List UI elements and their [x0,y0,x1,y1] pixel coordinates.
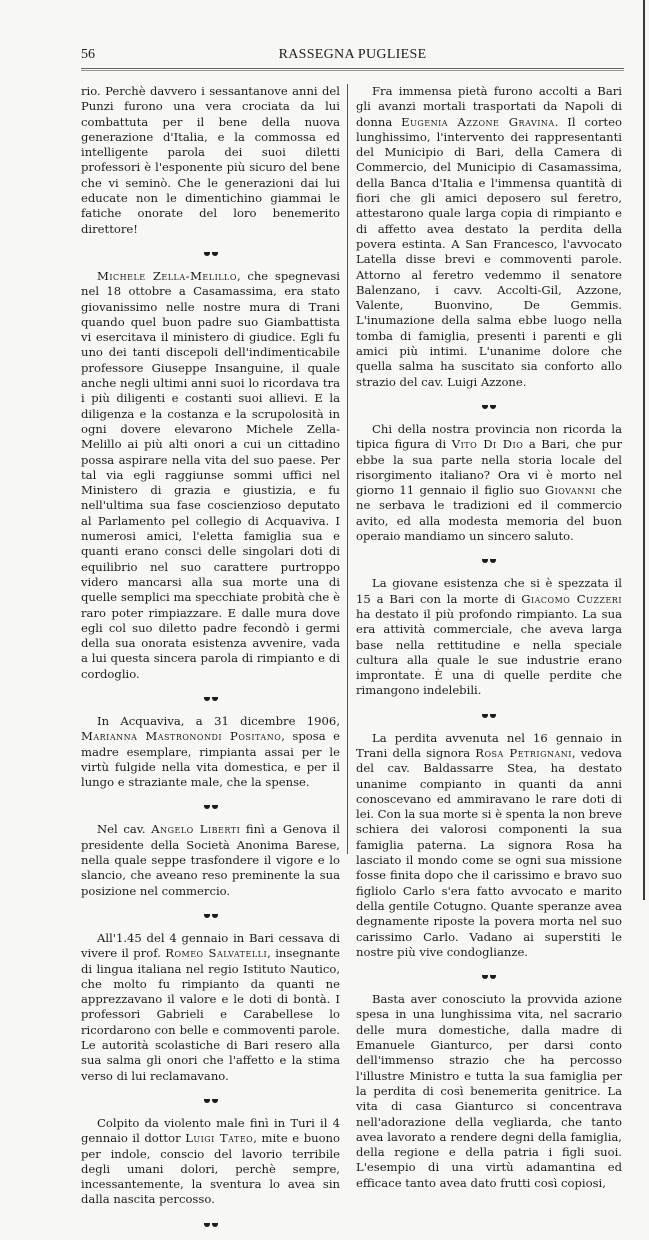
fleuron-icon [482,559,496,564]
page-number: 56 [81,47,95,62]
page-edge [643,0,645,900]
left-column [81,84,340,1240]
person-name: Angelo Liberti [151,822,241,837]
fleuron-icon [204,252,218,257]
separator-ornament [356,549,622,571]
separator-ornament [81,904,340,926]
fleuron-icon [204,805,218,810]
separator-ornament [81,1213,340,1235]
fleuron-icon [204,1099,218,1104]
separator-ornament [356,395,622,417]
person-name: Rosa Petrignani [475,745,572,760]
paragraph-zella-melillo: Michele Zella-Melillo, che spegnevasi nel 18 ottobre a Casamassima, era stato giovanissimo nelle nostre mura di Trani quando quel buon padre suo Giambattista vi esercitava il ministero di giudice. Egli fu uno dei tanti discepoli dell'indimenticabile professore Giuseppe Insanguine, il quale anche negli ultimi anni suoi lo ricordava tra i più diligenti e costanti suoi allievi. E la diligenza e la costanza e la scrupolosità in ogni dovere elevarono Michele Zella-Melillo ai più alti onori a cui un cittadino possa aspirare nella vita del suo paese. Per tal via egli raggiunse sommi uffici nel Ministero di grazia e giustizia, e fu nell'ultima sua fase coscienzioso deputato al Parlamento pel collegio di Acquaviva. I numerosi amici, l'eletta famiglia sua e quanti erano consci delle singolari doti di equilibrio nel suo carattere purtroppo videro mancarsi alla sua morte una di quelle semplici ma specchiate probità che è raro poter rimpiazzare. E dalle mura dove egli col suo diletto padre fecondò i germi della sua onorata esistenza avvenire, vada a lui questa sincera parola di rimpianto e di cordoglio. [81,268,340,681]
person-name: Giacomo Cuzzeri [521,591,622,606]
paragraph-azzone-gravina: Fra immensa pietà furono accolti a Bari gli avanzi mortali trasportati da Napoli di donna Eugenia Azzone Gravina. Il corteo lunghissimo, l'intervento dei rappresentanti del Municipio di Bari, della Camera di Commercio, del Municipio di Casamassima, della Banca d'Italia e l'immensa quantità di fiori che gli amici deposero sul feretro, attestarono quale larga copia di rimpianto e di affetto avea destato la perdita della povera estinta. A San Francesco, l'avvocato Latella disse brevi e commoventi parole. Attorno al feretro vedemmo il senatore Balenzano, i cavv. Accolti-Gil, Azzone, Valente, Buonvino, De Gemmis. L'inumazione della salma ebbe luogo nella tomba di famiglia, presenti i parenti e gli amici più intimi. L'unanime dolore che quella salma ha suscitato sia conforto allo strazio del cav. Luigi Azzone. [356,84,623,389]
fleuron-icon [482,405,496,410]
person-name: Michele Zella-Melillo [97,268,237,283]
fleuron-icon [204,914,218,919]
paragraph-cuzzeri: La giovane esistenza che si è spezzata il 15 a Bari con la morte di Giacomo Cuzzeri ha destato il più profondo rimpianto. La sua era attività commerciale, che aveva larga base nella rettitudine e nella speciale cultura alla quale le sue industrie erano improntate. È una di quelle perdite che rimangono indelebili. [356,576,622,698]
person-name: Marianna Mastronondi Positano [81,729,282,744]
separator-ornament [356,704,622,726]
fleuron-icon [204,697,218,702]
paragraph-salvatelli: All'1.45 del 4 gennaio in Bari cessava di vivere il prof. Romeo Salvatelli, insegnante di lingua italiana nel regio Istituto Nautico, che molto fu rimpianto da quanti ne apprezzavano il valore e le doti di bontà. I professori Gabrieli e Carabellese lo ricordarono con belle e commoventi parole. Le autorità scolastiche di Bari resero alla sua salma gli onori che l'affetto e la stima verso di lui reclamavano. [81,930,340,1083]
separator-ornament [81,795,340,817]
fleuron-icon [482,714,496,719]
paragraph-positano: In Acquaviva, a 31 dicembre 1906, Marianna Mastronondi Positano, sposa e madre esemplare, rimpianta assai per le virtù fulgide nella vita domestica, e per il lungo e straziante male, che la spense. [81,713,340,790]
paragraph-di-dio: Chi della nostra provincia non ricorda la tipica figura di Vito Di Dio a Bari, che pur ebbe la sua parte nella storia locale del risorgimento italiano? Ora vi è morto nel giorno 11 gennaio il figlio suo Giovanni che ne serbava le tradizioni ed il commercio avito, ed alla modesta memoria del buon operaio mandiamo un sincero saluto. [356,421,622,544]
separator-ornament [81,687,340,709]
person-name: Eugenia Azzone Gravina [401,114,555,129]
separator-ornament [81,242,340,264]
right-column [356,84,622,1191]
person-name: Vito Di Dio [451,437,524,452]
fleuron-icon [204,1223,218,1228]
person-name: Luigi Tateo [185,1131,254,1146]
fleuron-icon [482,975,496,980]
header-rule [81,68,624,71]
page-header [81,47,624,67]
paragraph-gianturco: Basta aver conosciuto la provvida azione spesa in una lunghissima vita, nel sacrario delle mura domestiche, dalla madre di Emanuele Gianturco, per darsi conto dell'immenso strazio che ha percosso l'illustre Ministro e tutta la sua famiglia per la perdita di così benemerita genitrice. La vita di casa Gianturco si concentrava nell'adorazione della vegliarda, che tanto avea lavorato a rendere degni della famiglia, della regione e della patria i figli suoi. L'esempio di una virtù adamantina ed efficace tanto avea dato frutti così copiosi, [356,992,622,1190]
column-rule [347,84,348,854]
running-title: RASSEGNA PUGLIESE [278,47,427,62]
person-name: Romeo Salvatelli [165,946,268,961]
person-name: Giovanni [544,483,596,498]
paragraph-liberti: Nel cav. Angelo Liberti finì a Genova il presidente della Società Anonima Barese, nella quale seppe trasfondere il vigore e lo slancio, che aveano reso preminente la sua posizione nel commercio. [81,822,340,898]
paragraph-petrignani: La perdita avvenuta nel 16 gennaio in Trani della signora Rosa Petrignani, vedova del cav. Baldassarre Stea, ha destato unanime compianto in quanti da anni conoscevano ed ammiravano le rare doti di lei. Con la sua morte si è spenta la non breve schiera dei valorosi componenti la sua famiglia paterna. La signora Rosa ha lasciato il mondo come se ogni sua missione fosse finita dopo che il carissimo e bravo suo figliolo Carlo s'era fatto avvocato e marito della gentile Cotugno. Quante speranze avea degnamente riposte la povera morta nel suo carissimo Carlo. Vadano ai superstiti le nostre più vive condoglianze. [356,730,622,959]
separator-ornament [81,1089,340,1111]
paragraph-tateo: Colpito da violento male finì in Turi il 4 gennaio il dottor Luigi Tateo, mite e buono per indole, conscio del lavorio terribile degli umani dolori, perchè sempre, incessantemente, la sventura lo avea sin dalla nascita percosso. [81,1115,341,1207]
paragraph-punzi-end: rio. Perchè davvero i sessantanove anni del Punzi furono una vera crociata da lui combattuta per il bene della nuova generazione d'Italia, e la commossa ed intelligente parola dei suoi diletti professori è l'esponente più sicuro del bene che vi seminò. Che le generazioni dai lui educate non le dimentichino giammai le fatiche onorate del loro benemerito direttore! [81,84,340,236]
separator-ornament [356,965,622,987]
